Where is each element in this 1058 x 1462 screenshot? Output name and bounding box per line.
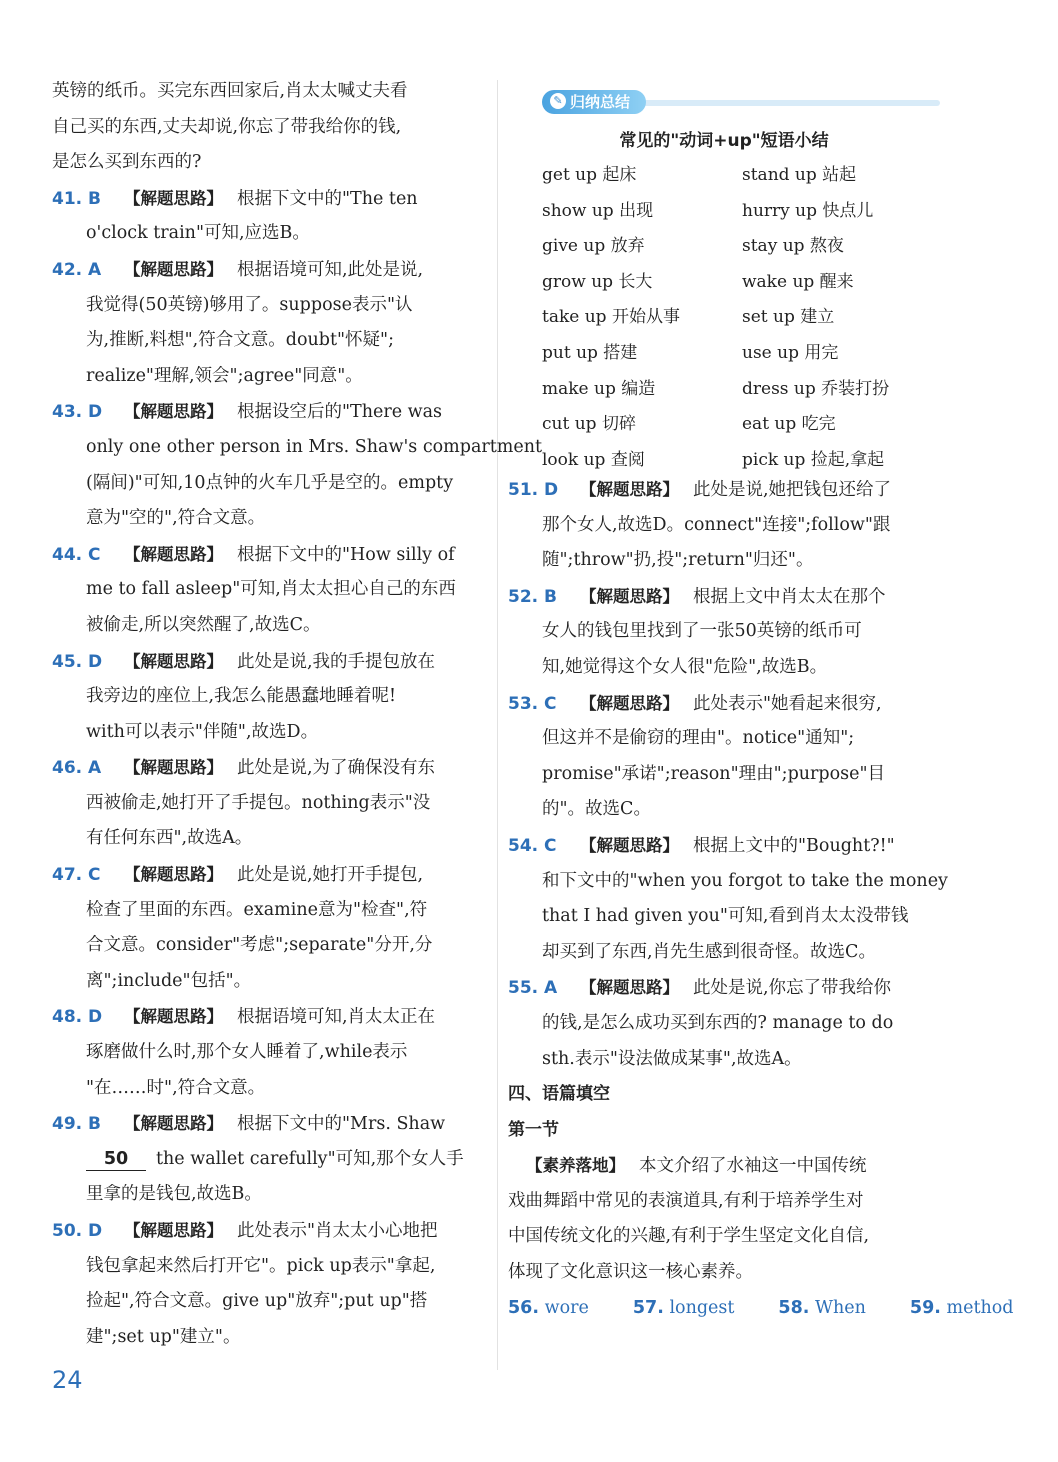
phrase-row [542, 300, 942, 336]
answer-item [52, 750, 488, 857]
summary-badge [542, 90, 646, 114]
answer-line: 我觉得(50英镑)够用了。suppose表示"认 [86, 294, 413, 315]
answer-line [52, 1142, 488, 1178]
answer-item [52, 1106, 488, 1213]
question-number: 50. D [52, 1221, 103, 1241]
question-number: 42. A [52, 259, 102, 280]
answer-text: 根据下文中的"Mrs. Shaw [237, 1114, 446, 1135]
summary-box [508, 82, 940, 472]
phrase-row [542, 407, 942, 443]
summary-badge-label: 归纳总结 [570, 93, 631, 111]
question-number: 48. D [52, 1007, 103, 1028]
answer-line: 女人的钱包里找到了一张50英镑的纸币可 [542, 621, 862, 642]
answer-text: 此处是说,为了确保没有东 [237, 758, 436, 779]
right-column [508, 74, 1014, 1326]
phrase-item: stand up 站起 [742, 165, 857, 185]
solution-tag: 【解题思路】 [124, 758, 223, 778]
fill-answer-number: 57. [632, 1297, 664, 1318]
answer-first-line [52, 394, 488, 430]
answer-first-line [508, 970, 940, 1006]
section-line: 体现了文化意识这一核心素养。 [508, 1262, 753, 1283]
page-number: 24 [52, 1366, 83, 1394]
answer-line: 琢磨做什么时,那个女人睡着了,while表示 [86, 1042, 408, 1063]
solution-tag: 【解题思路】 [124, 651, 223, 671]
answer-item [52, 857, 488, 999]
phrase-item: cut up 切碎 [542, 414, 636, 435]
answer-line: o'clock train"可知,应选B。 [86, 223, 310, 244]
solution-tag: 【解题思路】 [124, 259, 223, 279]
summary-title: 常见的"动词+up"短语小结 [619, 131, 829, 151]
phrase-item: pick up 捡起,拿起 [742, 449, 885, 470]
answer-text: the wallet carefully"可知,那个女人手 [156, 1148, 464, 1169]
fill-answer [633, 1298, 757, 1318]
answer-first-line [52, 999, 488, 1035]
answer-line: (隔间)"可知,10点钟的火车几乎是空的。empty [86, 472, 454, 493]
answer-text: 根据设空后的"There was [237, 402, 443, 423]
answer-item [52, 252, 488, 394]
answer-line: 有任何东西",故选A。 [86, 828, 253, 849]
answer-first-line [52, 181, 488, 217]
question-number: 47. C [52, 865, 101, 886]
phrase-item: look up 查阅 [542, 449, 645, 470]
answer-item [52, 644, 488, 751]
answer-text: 根据上文中肖太太在那个 [693, 586, 886, 607]
question-number: 45. D [52, 651, 103, 672]
answer-first-line [52, 252, 488, 288]
section-line [508, 1148, 940, 1184]
phrase-row [542, 372, 942, 408]
phrase-item: wake up 醒来 [742, 271, 854, 292]
intro-line: 英镑的纸币。买完东西回家后,肖太太喊丈夫看 [52, 81, 408, 101]
phrase-row [542, 443, 942, 479]
answer-first-line [508, 686, 940, 722]
fill-blank: 50 [86, 1148, 146, 1171]
answer-first-line [52, 1213, 488, 1249]
answer-line: 里拿的是钱包,故选B。 [86, 1184, 262, 1205]
answer-item [508, 472, 940, 579]
answer-line: 那个女人,故选D。connect"连接";follow"跟 [542, 514, 891, 535]
solution-tag: 【解题思路】 [580, 480, 679, 499]
solution-tag: 【解题思路】 [580, 693, 679, 713]
answer-line: 为,推断,料想",符合文意。doubt"怀疑"; [86, 330, 394, 351]
answer-line: me to fall asleep"可知,肖太太担心自己的东西 [86, 579, 456, 600]
answer-line: 捡起",符合文意。give up"放弃";put up"搭 [86, 1291, 428, 1312]
phrase-item: take up 开始从事 [542, 307, 680, 328]
answer-first-line [52, 857, 488, 893]
answer-line: 随";throw"扔,投";return"归还"。 [542, 550, 814, 571]
phrase-item: stay up 熬夜 [742, 236, 844, 257]
solution-tag: 【解题思路】 [580, 978, 679, 998]
answer-text: 此处是说,她把钱包还给了 [693, 480, 892, 500]
phrase-item: hurry up 快点儿 [742, 200, 874, 221]
section-line: 戏曲舞蹈中常见的表演道具,有利于培养学生对 [508, 1190, 864, 1211]
intro-line: 是怎么买到东西的? [52, 152, 202, 173]
phrase-row [542, 158, 942, 194]
answer-line: 和下文中的"when you forgot to take the money [542, 870, 948, 891]
answer-line: that I had given you"可知,看到肖太太没带钱 [542, 906, 909, 927]
answer-line: promise"承诺";reason"理由";purpose"目 [542, 763, 886, 784]
answer-text: 此处是说,你忘了带我给你 [693, 978, 892, 999]
solution-tag: 【解题思路】 [124, 1007, 223, 1027]
answer-line: only one other person in Mrs. Shaw's compartment [86, 436, 543, 457]
phrase-item: give up 放弃 [542, 236, 645, 257]
question-number: 54. C [508, 835, 557, 856]
answer-line: 意为"空的",符合文意。 [86, 508, 266, 529]
answer-item [52, 1213, 488, 1355]
solution-tag: 【解题思路】 [124, 1221, 223, 1240]
answer-line: "在……时",符合文意。 [86, 1077, 266, 1098]
answer-text: 此处是说,她打开手提包, [237, 865, 424, 886]
answer-line: 的"。故选C。 [542, 799, 651, 820]
question-number: 46. A [52, 758, 102, 779]
fill-answer [778, 1298, 887, 1318]
literacy-tag: 【素养落地】 [526, 1156, 625, 1176]
phrase-item: put up 搭建 [542, 342, 638, 363]
answer-first-line [52, 537, 488, 573]
answer-line: 离";include"包括"。 [86, 970, 252, 991]
answer-line: realize"理解,领会";agree"同意"。 [86, 365, 363, 386]
answer-line: 西被偷走,她打开了手提包。nothing表示"没 [86, 792, 431, 813]
answer-line: 却买到了东西,肖先生感到很奇怪。故选C。 [542, 941, 876, 962]
question-number: 44. C [52, 544, 101, 565]
fill-answer-word: method [946, 1297, 1014, 1318]
solution-tag: 【解题思路】 [124, 188, 223, 208]
question-number: 53. C [508, 693, 557, 714]
phrase-row [542, 194, 942, 230]
answer-text: 根据上文中的"Bought?!" [693, 835, 895, 856]
question-number: 43. D [52, 402, 103, 423]
fill-answer [910, 1298, 1036, 1318]
fill-answer-word: When [815, 1297, 866, 1318]
answer-line: 我旁边的座位上,我怎么能愚蠢地睡着呢! [86, 686, 397, 707]
answer-first-line [52, 750, 488, 786]
intro-line: 自己买的东西,丈夫却说,你忘了带我给你的钱, [52, 116, 402, 137]
phrase-item: use up 用完 [742, 342, 839, 363]
answer-text: 根据语境可知,肖太太正在 [237, 1007, 436, 1028]
answer-text: 此处表示"肖太太小心地把 [237, 1221, 438, 1241]
pencil-icon: ✎ [550, 93, 566, 109]
answer-line: 的钱,是怎么成功买到东西的? manage to do [542, 1012, 894, 1033]
fill-answer-word: longest [669, 1297, 735, 1318]
solution-tag: 【解题思路】 [580, 835, 679, 855]
fill-answer-number: 59. [909, 1297, 941, 1318]
answer-line: 知,她觉得这个女人很"危险",故选B。 [542, 656, 828, 677]
fill-answer [508, 1298, 611, 1318]
fill-answer-number: 56. [508, 1297, 540, 1318]
phrase-item: grow up 长大 [542, 271, 653, 292]
phrase-item: make up 编造 [542, 378, 656, 399]
phrase-row [542, 229, 942, 265]
answer-item [52, 181, 488, 252]
answer-line: 合文意。consider"考虑";separate"分开,分 [86, 935, 433, 956]
answer-item [52, 999, 488, 1106]
answer-text: 根据下文中的"How silly of [237, 544, 455, 565]
question-number: 49. B [52, 1114, 101, 1135]
phrase-item: eat up 吃完 [742, 414, 836, 435]
phrase-table [542, 158, 942, 478]
section-text: 本文介绍了水袖这一中国传统 [639, 1156, 867, 1177]
phrase-item: dress up 乔装打扮 [742, 378, 890, 399]
answer-text: 此处表示"她看起来很穷, [693, 693, 882, 714]
summary-decor-bar [638, 100, 940, 106]
answer-first-line [52, 1106, 488, 1142]
answer-item [52, 537, 488, 644]
answer-row [508, 1291, 1014, 1327]
solution-tag: 【解题思路】 [124, 544, 223, 564]
answer-text: 根据语境可知,此处是说, [237, 259, 424, 280]
answer-text: 根据下文中的"The ten [237, 188, 418, 209]
section-subheading: 第一节 [508, 1119, 559, 1140]
fill-answer-word: wore [544, 1297, 589, 1318]
question-number: 51. D [508, 480, 559, 500]
phrase-item: get up 起床 [542, 165, 637, 185]
fill-answer-number: 58. [778, 1297, 810, 1318]
phrase-row [542, 336, 942, 372]
column-divider [497, 80, 498, 1370]
answer-line: 但这并不是偷窃的理由"。notice"通知"; [542, 728, 855, 749]
answer-item [508, 686, 940, 828]
answer-line: sth.表示"设法做成某事",故选A。 [542, 1048, 802, 1069]
question-number: 41. B [52, 188, 101, 209]
solution-tag: 【解题思路】 [124, 865, 223, 885]
phrase-item: set up 建立 [742, 307, 835, 328]
answer-line: with可以表示"伴随",故选D。 [86, 721, 319, 742]
answer-item [508, 970, 940, 1077]
question-number: 52. B [508, 586, 557, 607]
solution-tag: 【解题思路】 [124, 1114, 223, 1134]
answer-line: 被偷走,所以突然醒了,故选C。 [86, 614, 321, 635]
answer-line: 钱包拿起来然后打开它"。pick up表示"拿起, [86, 1255, 436, 1276]
question-number: 55. A [508, 978, 558, 999]
answer-item [508, 828, 948, 970]
solution-tag: 【解题思路】 [124, 402, 223, 422]
answer-item [508, 579, 940, 686]
section-line: 中国传统文化的兴趣,有利于学生坚定文化自信, [508, 1226, 870, 1247]
answer-first-line [508, 828, 940, 864]
section-heading: 四、语篇填空 [508, 1084, 610, 1105]
solution-tag: 【解题思路】 [580, 586, 679, 606]
answer-text: 此处是说,我的手提包放在 [237, 651, 436, 672]
phrase-row [542, 265, 942, 301]
answer-first-line [52, 644, 488, 680]
answer-line: 建";set up"建立"。 [86, 1326, 241, 1347]
answer-line: 检查了里面的东西。examine意为"检查",符 [86, 899, 428, 920]
answer-first-line [508, 579, 940, 615]
phrase-item: show up 出现 [542, 200, 654, 221]
